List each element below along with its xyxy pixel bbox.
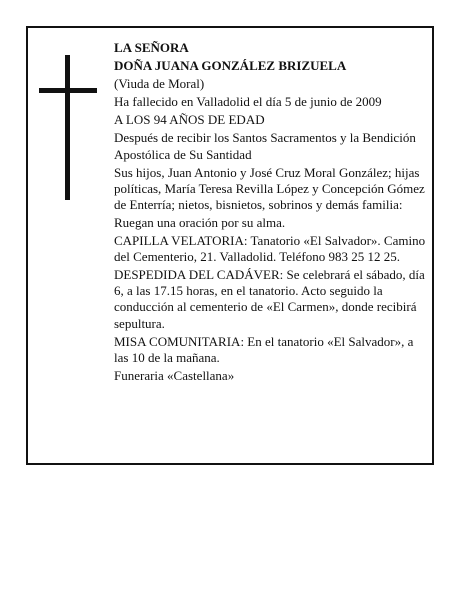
cross-vertical-bar: [65, 55, 70, 200]
funeral-home: Funeraria «Castellana»: [114, 367, 235, 383]
sacraments: Después de recibir los Santos Sacramentos y la Bendición Apostólica de Su Santidad: [114, 130, 416, 162]
cross-icon: [39, 55, 97, 200]
obituary-notice: [26, 26, 434, 465]
mass-info: MISA COMUNITARIA: En el tanatorio «El Salvador», a las 10 de la mañana.: [114, 333, 414, 365]
cross-horizontal-bar: [39, 88, 97, 93]
prayer-request: Ruegan una oración por su alma.: [114, 214, 286, 230]
title-line-1: LA SEÑORA: [114, 40, 189, 55]
family: Sus hijos, Juan Antonio y José Cruz Moral González; hijas políticas, María Teresa Revilla López y Concepción Gómez de Enterría; nietos, bisnietos, sobrinos y demás familia:: [114, 164, 425, 212]
widow-of: (Viuda de Moral): [114, 76, 205, 92]
deceased-name: DOÑA JUANA GONZÁLEZ BRIZUELA: [114, 58, 347, 74]
death-info: Ha fallecido en Valladolid el día 5 de junio de 2009: [114, 94, 382, 110]
notice-text: [114, 40, 428, 386]
chapel-info: CAPILLA VELATORIA: Tanatorio «El Salvador». Camino del Cementerio, 21. Valladolid. Teléfono 983 25 12 25.: [114, 233, 426, 265]
farewell-info: DESPEDIDA DEL CADÁVER: Se celebrará el sábado, día 6, a las 17.15 horas, en el tanatorio. Acto seguido la conducción al cementerio de «El Carmen», donde recibirá sepultura.: [114, 267, 425, 331]
age: A LOS 94 AÑOS DE EDAD: [114, 112, 265, 128]
